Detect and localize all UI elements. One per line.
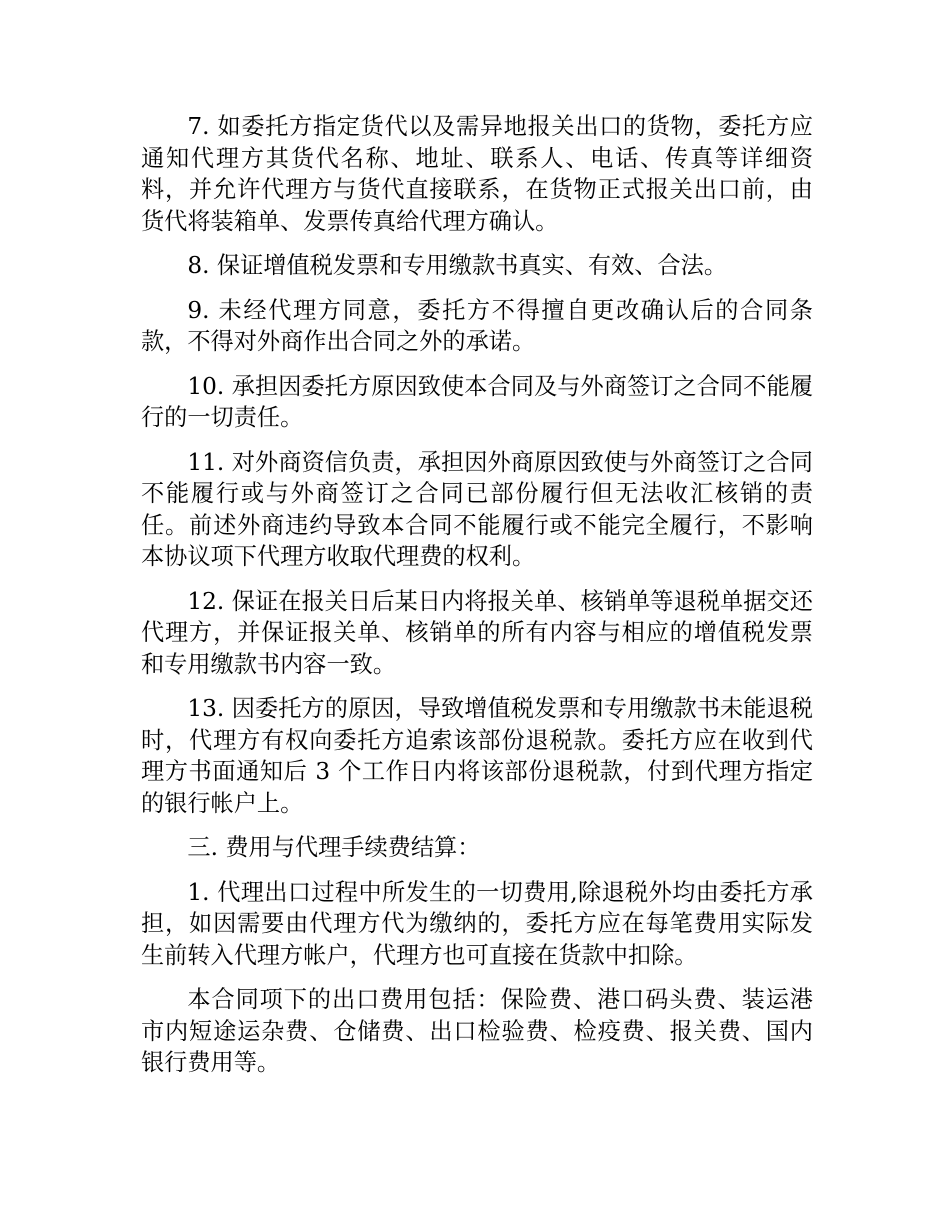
section-heading-fees: 三. 费用与代理手续费结算：: [187, 834, 481, 861]
clause-9: 9. 未经代理方同意，委托方不得擅自更改确认后的合同条款，不得对外商作出合同之外的承诺。: [141, 296, 813, 355]
fee-clause-1: 1. 代理出口过程中所发生的一切费用,除退税外均由委托方承担，如因需要由代理方代为缴纳的，委托方应在每笔费用实际发生前转入代理方帐户，代理方也可直接在货款中扣除。: [141, 878, 813, 969]
clause-10: 10. 承担因委托方原因致使本合同及与外商签订之合同不能履行的一切责任。: [141, 372, 813, 431]
clause-8: 8. 保证增值税发票和专用缴款书真实、有效、合法。: [187, 252, 728, 279]
clause-12: 12. 保证在报关日后某日内将报关单、核销单等退税单据交还代理方，并保证报关单、核销单的所有内容与相应的增值税发票和专用缴款书内容一致。: [141, 587, 813, 678]
clause-13: 13. 因委托方的原因，导致增值税发票和专用缴款书未能退税时，代理方有权向委托方追索该部份退税款。委托方应在收到代理方书面通知后 3 个工作日内将该部份退税款，付到代理方指定的银行帐户上。: [141, 695, 813, 817]
export-fees-list: 本合同项下的出口费用包括：保险费、港口码头费、装运港市内短途运杂费、仓储费、出口检验费、检疫费、报关费、国内银行费用等。: [141, 986, 813, 1076]
clause-11: 11. 对外商资信负责，承担因外商原因致使与外商签订之合同不能履行或与外商签订之合同已部份履行但无法收汇核销的责任。前述外商违约导致本合同不能履行或不能完全履行，不影响本协议项下代理方收取代理费的权利。: [141, 448, 813, 570]
document-page: [141, 111, 813, 1092]
clause-7: 7. 如委托方指定货代以及需异地报关出口的货物，委托方应通知代理方其货代名称、地址、联系人、电话、传真等详细资料，并允许代理方与货代直接联系，在货物正式报关出口前，由货代将装箱单、发票传真给代理方确认。: [141, 113, 813, 235]
